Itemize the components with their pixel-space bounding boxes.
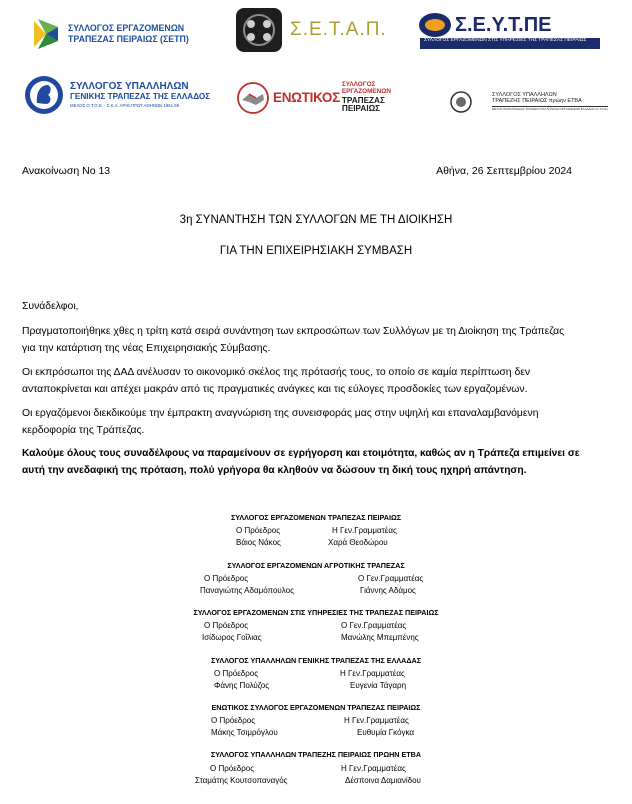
syge-line1: ΣΥΛΛΟΓΟΣ ΥΠΑΛΛΗΛΩΝ <box>70 80 189 92</box>
signature-5-name-2: Ευθυμία Γκόγκα <box>357 728 415 737</box>
signature-5-role-2: Η Γεν.Γραμματέας <box>344 716 409 725</box>
seytpe-emblem-icon <box>418 12 452 38</box>
signature-3-role-1: Ο Πρόεδρος <box>204 621 249 630</box>
syge-emblem-icon <box>24 73 64 117</box>
signature-org-5: ΕΝΩΤΙΚΟΣ ΣΥΛΛΟΓΟΣ ΕΡΓΑΖΟΜΕΝΩΝ ΤΡΑΠΕΖΑΣ ΠΕΙΡΑΙΩΣ <box>211 703 421 712</box>
setp-line2: ΤΡΑΠΕΖΑΣ ΠΕΙΡΑΙΩΣ (ΣΕΤΠ) <box>68 34 189 44</box>
signature-1-name-2: Χαρά Θεοδώρου <box>328 538 388 547</box>
logo-seytpe <box>418 12 618 58</box>
setap-emblem-icon <box>234 6 284 54</box>
signature-1-name-1: Βάιος Νάκος <box>236 538 281 547</box>
signature-4-role-1: Ο Πρόεδρος <box>214 669 259 678</box>
signature-6-role-1: Ο Πρόεδρος <box>210 764 255 773</box>
paragraph-2 <box>22 364 612 398</box>
signature-org-2: ΣΥΛΛΟΓΟΣ ΕΡΓΑΖΟΜΕΝΩΝ ΑΓΡΟΤΙΚΗΣ ΤΡΑΠΕΖΑΣ <box>227 561 405 570</box>
signature-3-name-2: Μανώλης Μπεμπένης <box>341 633 419 642</box>
signature-4-name-2: Ευγενία Τάγαρη <box>350 681 407 690</box>
paragraph-2-line-1: Οι εκπρόσωποι της ΔΑΔ ανέλυσαν το οικονομικό σκέλος της πρότασής τους, το οποίο σε καμία περίπτωση δεν <box>22 367 531 378</box>
paragraph-3-line-2: κερδοφορία της Τράπεζας. <box>22 425 145 436</box>
paragraph-1-line-1: Πραγματοποιήθηκε χθες η τρίτη κατά σειρά συνάντηση των εκπροσώπων των Συλλόγων με τη Διοίκηση της Τράπεζας <box>22 326 565 337</box>
title-line-2: ΓΙΑ ΤΗΝ ΕΠΙΧΕΙΡΗΣΙΑΚΗ ΣΥΜΒΑΣΗ <box>219 245 413 257</box>
logo-enotikos <box>236 80 422 116</box>
paragraph-2-line-2: ανταποκρίνεται και απέχει μακράν από τις πραγματικές ανάγκες και τις εύλογες προσδοκίες των εργαζομένων. <box>22 384 528 395</box>
syge-line2: ΓΕΝΙΚΗΣ ΤΡΑΠΕΖΑΣ ΤΗΣ ΕΛΛΑΔΟΣ <box>70 92 211 102</box>
signature-4-role-2: Η Γεν.Γραμματέας <box>340 669 405 678</box>
paragraph-1 <box>22 323 612 357</box>
signature-1-role-1: Ο Πρόεδρος <box>236 526 281 535</box>
signature-org-1: ΣΥΛΛΟΓΟΣ ΕΡΓΑΖΟΜΕΝΩΝ ΤΡΑΠΕΖΑΣ ΠΕΙΡΑΙΩΣ <box>230 513 402 522</box>
signature-5-name-1: Μάκης Τσιμρόγλου <box>211 728 278 737</box>
etva-line1: ΣΥΛΛΟΓΟΣ ΥΠΑΛΛΗΛΩΝ <box>492 92 557 99</box>
logo-setap <box>234 6 394 54</box>
enotikos-name: ΕΝΩΤΙΚΟΣ <box>273 89 340 105</box>
signature-6-role-2: Η Γεν.Γραμματέας <box>341 764 406 773</box>
logo-syge <box>24 73 214 117</box>
signature-3-role-2: Ο Γεν.Γραμματέας <box>341 621 407 630</box>
signature-org-6: ΣΥΛΛΟΓΟΣ ΥΠΑΛΛΗΛΩΝ ΤΡΑΠΕΖΗΣ ΠΕΙΡΑΙΩΣ ΠΡΩΗΝ ΕΤΒΑ <box>210 750 422 759</box>
signature-3-name-1: Ισίδωρος Γοΐλιας <box>202 633 262 642</box>
signature-2-role-2: Ο Γεν.Γραμματέας <box>358 574 424 583</box>
paragraph-1-line-2: για την κατάρτιση της νέας Επιχειρησιακής Σύμβασης. <box>22 343 271 354</box>
paragraph-3 <box>22 405 612 439</box>
setap-name: Σ.Ε.Τ.Α.Π. <box>290 19 387 41</box>
setp-line1: ΣΥΛΛΟΓΟΣ ΕΡΓΑΖΟΜΕΝΩΝ <box>68 22 185 33</box>
seytpe-name: Σ.Ε.Υ.Τ.ΠΕ <box>455 13 552 36</box>
signature-2-name-1: Παναγιώτης Αδαμόπουλος <box>200 586 294 595</box>
paragraph-4-line-1: Καλούμε όλους τους συναδέλφους να παραμείνουν σε εγρήγορση και ετοιμότητα, καθώς αν η Τράπεζα επιμείνει σε <box>22 448 580 459</box>
signature-2-name-2: Γιάννης Αδάμος <box>360 586 416 595</box>
seytpe-subtitle: ΣΥΛΛΟΓΟΣ ΕΡΓΑΖΟΜΕΝΩΝ ΣΤΙΣ ΥΠΗΡΕΣΙΕΣ ΤΗΣ ΤΡΑΠΕΖΑΣ ΠΕΙΡΑΙΩΣ <box>424 38 587 43</box>
announcement-date: Αθήνα, 26 Σεπτεμβρίου 2024 <box>436 165 572 177</box>
announcement-number: Ανακοίνωση Νο 13 <box>22 165 111 177</box>
signature-6-name-1: Σταμάτης Κουτσοπαναγός <box>195 776 288 785</box>
logo-etva <box>450 86 618 118</box>
setp-emblem-icon <box>30 17 62 51</box>
etva-line3: ΜΕΛΟΣ ΟΜΟΣΠΟΝΔΙΑΣ ΤΡΑΠΕΖΟΥΠΑΛΛΗΛΙΚΩΝ ΟΡΓΑΝΩΣΕΩΝ ΕΛΛΑΔΟΣ (Ο.Τ.Ο.Ε.) <box>492 106 609 111</box>
handshake-icon <box>236 81 270 115</box>
etva-line2: ΤΡΑΠΕΖΗΣ ΠΕΙΡΑΙΩΣ πρώην ΕΤΒΑ <box>492 99 608 107</box>
syge-line3: ΜΕΛΟΣ Ο.Τ.Ο.Ε. - Σ.Κ.Α. ΑΡΙΘ.ΠΡΩΤ.ΑΘΗΝΩΝ 1961,59 <box>70 102 179 108</box>
signature-2-role-1: Ο Πρόεδρος <box>204 574 249 583</box>
etva-emblem-icon <box>450 87 472 117</box>
title-line-1: 3η ΣΥΝΑΝΤΗΣΗ ΤΩΝ ΣΥΛΛΟΓΩΝ ΜΕ ΤΗ ΔΙΟΙΚΗΣΗ <box>179 214 453 226</box>
enotikos-line2: ΤΡΑΠΕΖΑΣ ΠΕΙΡΑΙΩΣ <box>341 95 385 114</box>
greeting: Συνάδελφοι, <box>22 301 79 312</box>
signature-org-4: ΣΥΛΛΟΓΟΣ ΥΠΑΛΛΗΛΩΝ ΓΕΝΙΚΗΣ ΤΡΑΠΕΖΑΣ ΤΗΣ ΕΛΛΑΔΑΣ <box>210 656 422 665</box>
signature-6-name-2: Δέσποινα Δαμιανίδου <box>345 776 421 785</box>
signature-org-3: ΣΥΛΛΟΓΟΣ ΕΡΓΑΖΟΜΕΝΩΝ ΣΤΙΣ ΥΠΗΡΕΣΙΕΣ ΤΗΣ ΤΡΑΠΕΖΑΣ ΠΕΙΡΑΙΩΣ <box>193 608 439 617</box>
signature-4-name-1: Φάνης Πολύζος <box>214 681 270 690</box>
logo-setp <box>30 14 200 54</box>
paragraph-3-line-1: Οι εργαζόμενοι διεκδικούμε την έμπρακτη αναγνώριση της συνεισφοράς μας στην υψηλή και επαναλαμβανόμενη <box>22 408 539 419</box>
signature-5-role-1: Ο Πρόεδρος <box>211 716 256 725</box>
signature-1-role-2: Η Γεν.Γραμματέας <box>332 526 397 535</box>
paragraph-4-line-2: αυτή την ανεδαφική της πρόταση, πολύ γρήγορα θα κληθούν να δώσουν τη δική τους ηχηρή απάντηση. <box>22 465 527 476</box>
enotikos-line1: ΣΥΛΛΟΓΟΣ ΕΡΓΑΖΟΜΕΝΩΝ <box>341 81 392 95</box>
paragraph-4 <box>22 445 612 479</box>
